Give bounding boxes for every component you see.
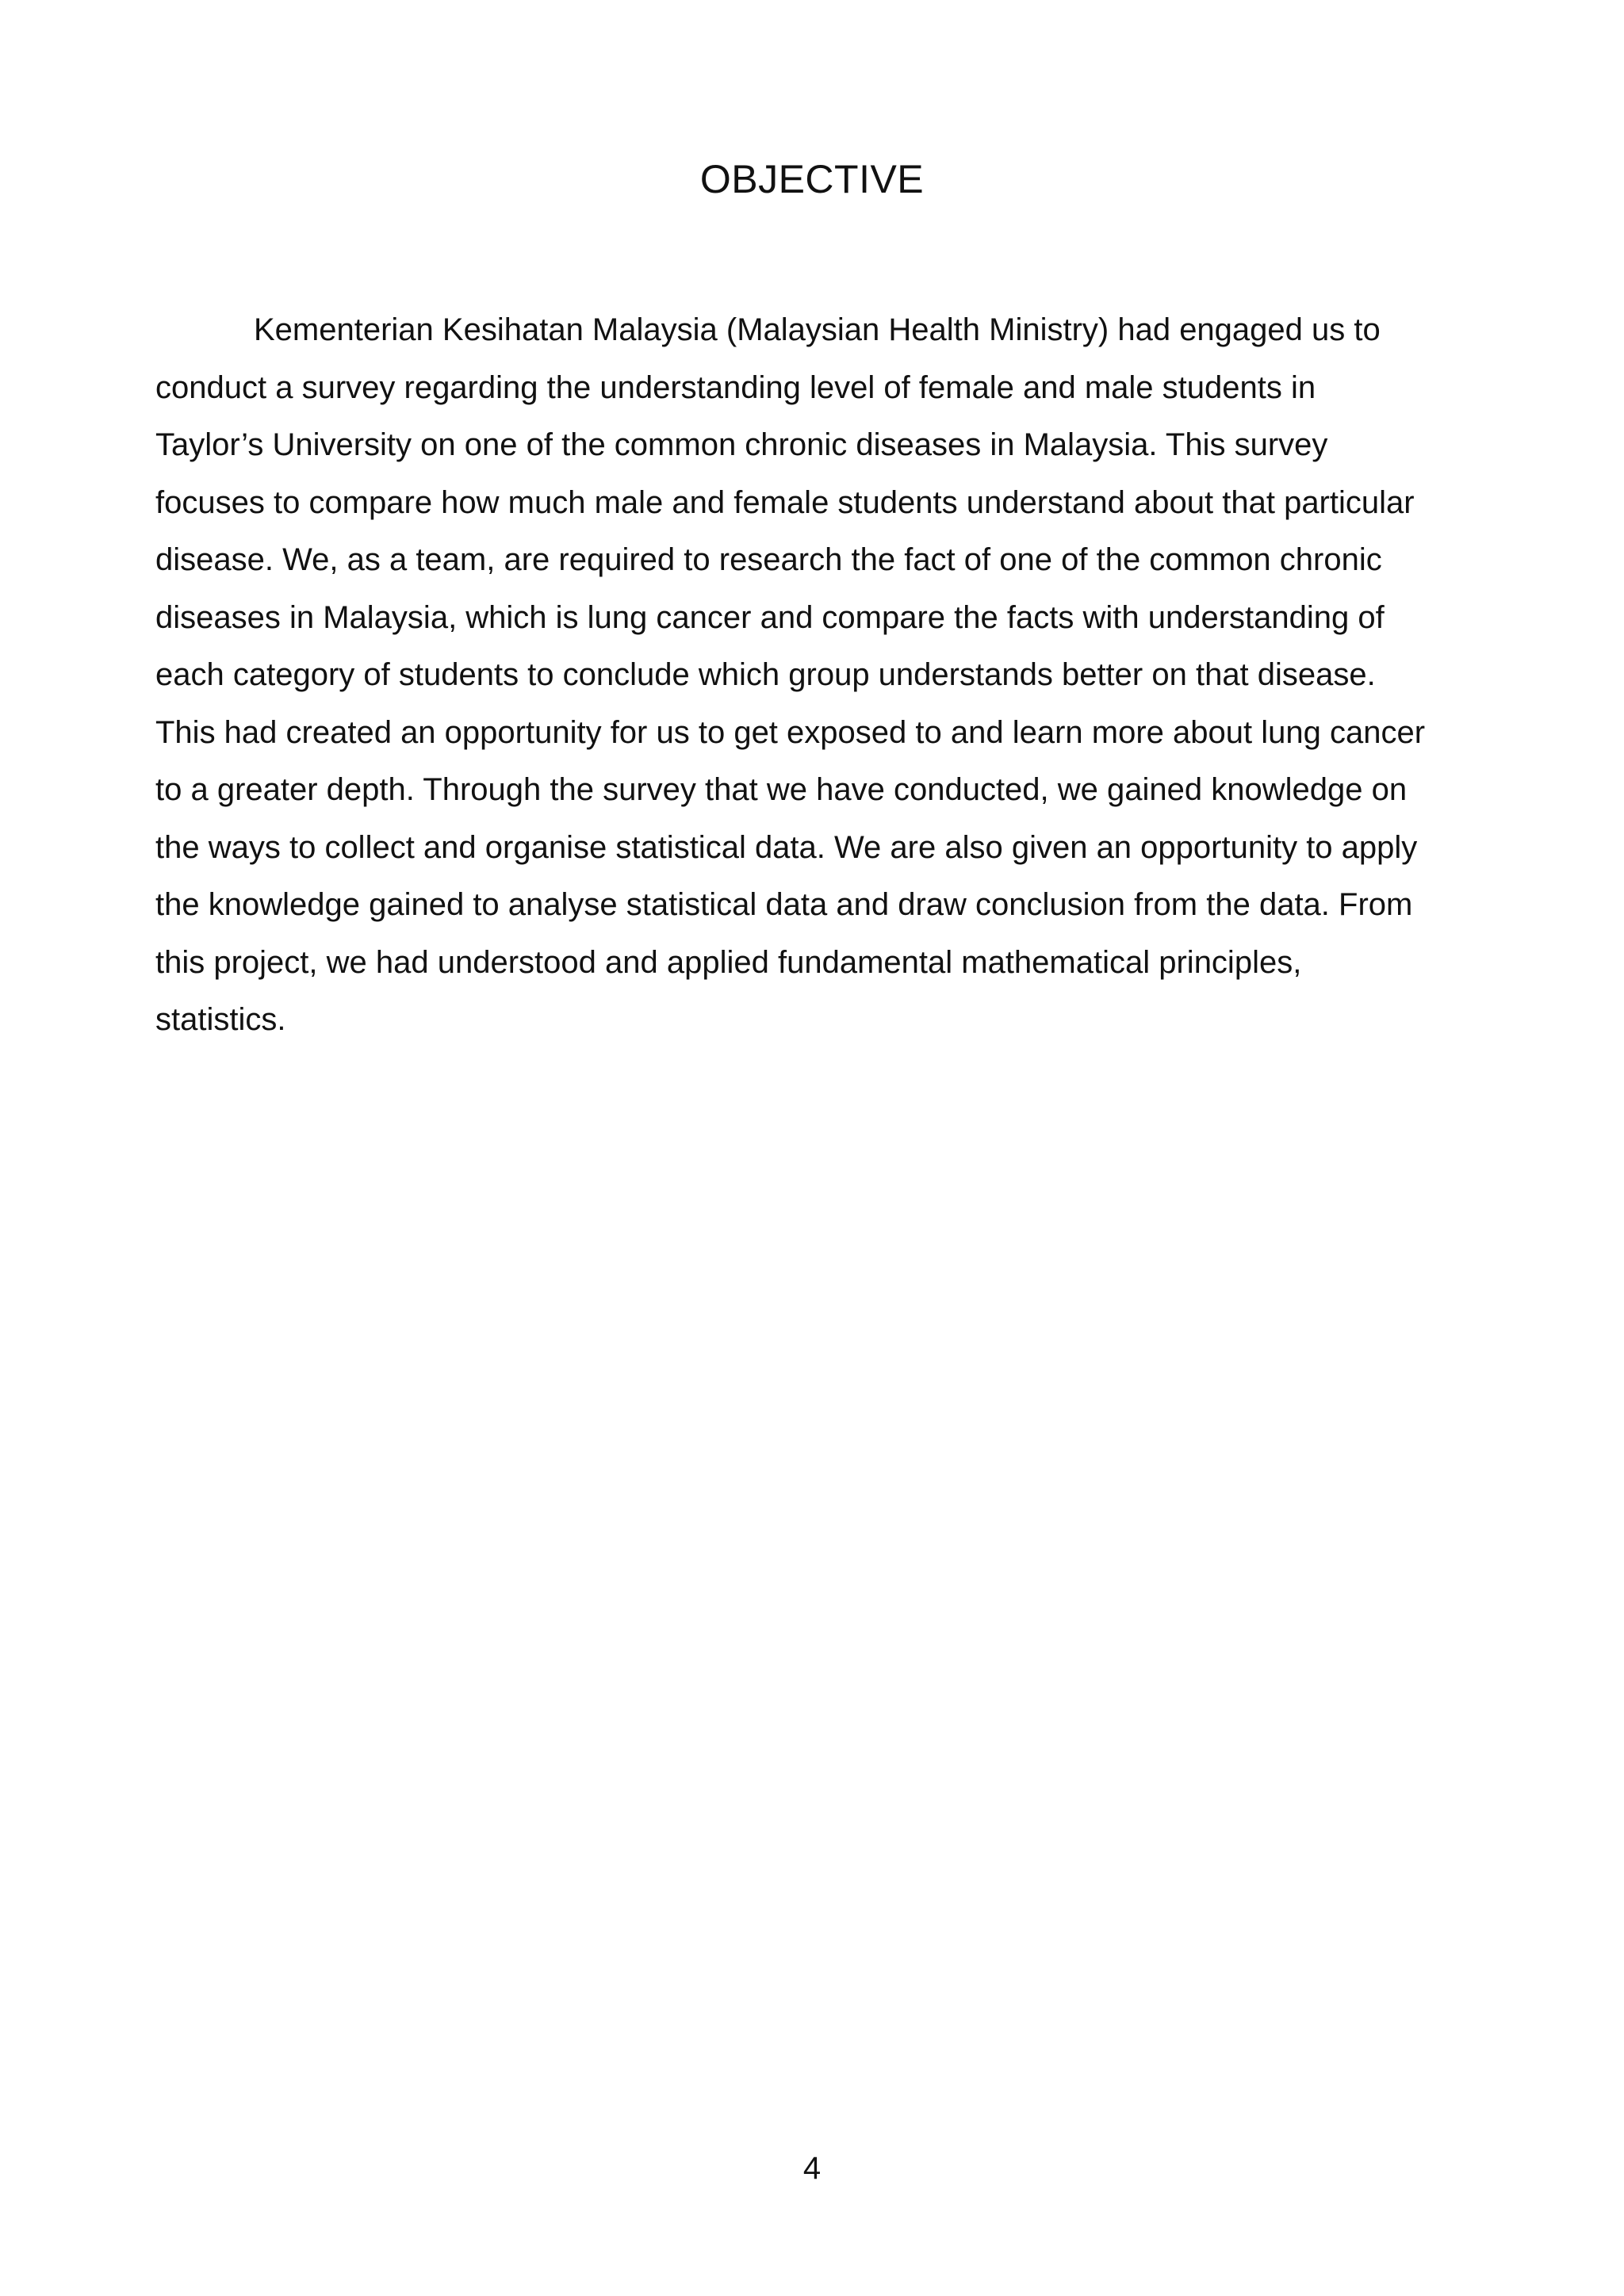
paragraph-line: the knowledge gained to analyse statistical data and draw conclusion from the data. From xyxy=(155,887,1413,922)
paragraph-line: diseases in Malaysia, which is lung cancer and compare the facts with understanding of xyxy=(155,599,1385,635)
paragraph-line: statistics. xyxy=(155,1002,286,1037)
paragraph-line: this project, we had understood and applied fundamental mathematical principles, xyxy=(155,944,1302,980)
paragraph-line: conduct a survey regarding the understanding level of female and male students in xyxy=(155,369,1316,405)
paragraph-line: Kementerian Kesihatan Malaysia (Malaysian Health Ministry) had engaged us to xyxy=(254,312,1381,347)
paragraph-line: each category of students to conclude which group understands better on that disease. xyxy=(155,657,1376,692)
paragraph-line: This had created an opportunity for us to get exposed to and learn more about lung cancer xyxy=(155,714,1426,750)
page-number: 4 xyxy=(802,2151,822,2186)
page-heading: OBJECTIVE xyxy=(699,157,925,201)
objective-paragraph xyxy=(155,301,1488,1049)
paragraph-line: focuses to compare how much male and female students understand about that particular xyxy=(155,484,1415,520)
paragraph-line: to a greater depth. Through the survey that we have conducted, we gained knowledge on xyxy=(155,772,1408,807)
paragraph-line: the ways to collect and organise statistical data. We are also given an opportunity to apply xyxy=(155,829,1418,865)
paragraph-line: Taylor’s University on one of the common chronic diseases in Malaysia. This survey xyxy=(155,427,1328,462)
paragraph-line: disease. We, as a team, are required to research the fact of one of the common chronic xyxy=(155,542,1382,577)
